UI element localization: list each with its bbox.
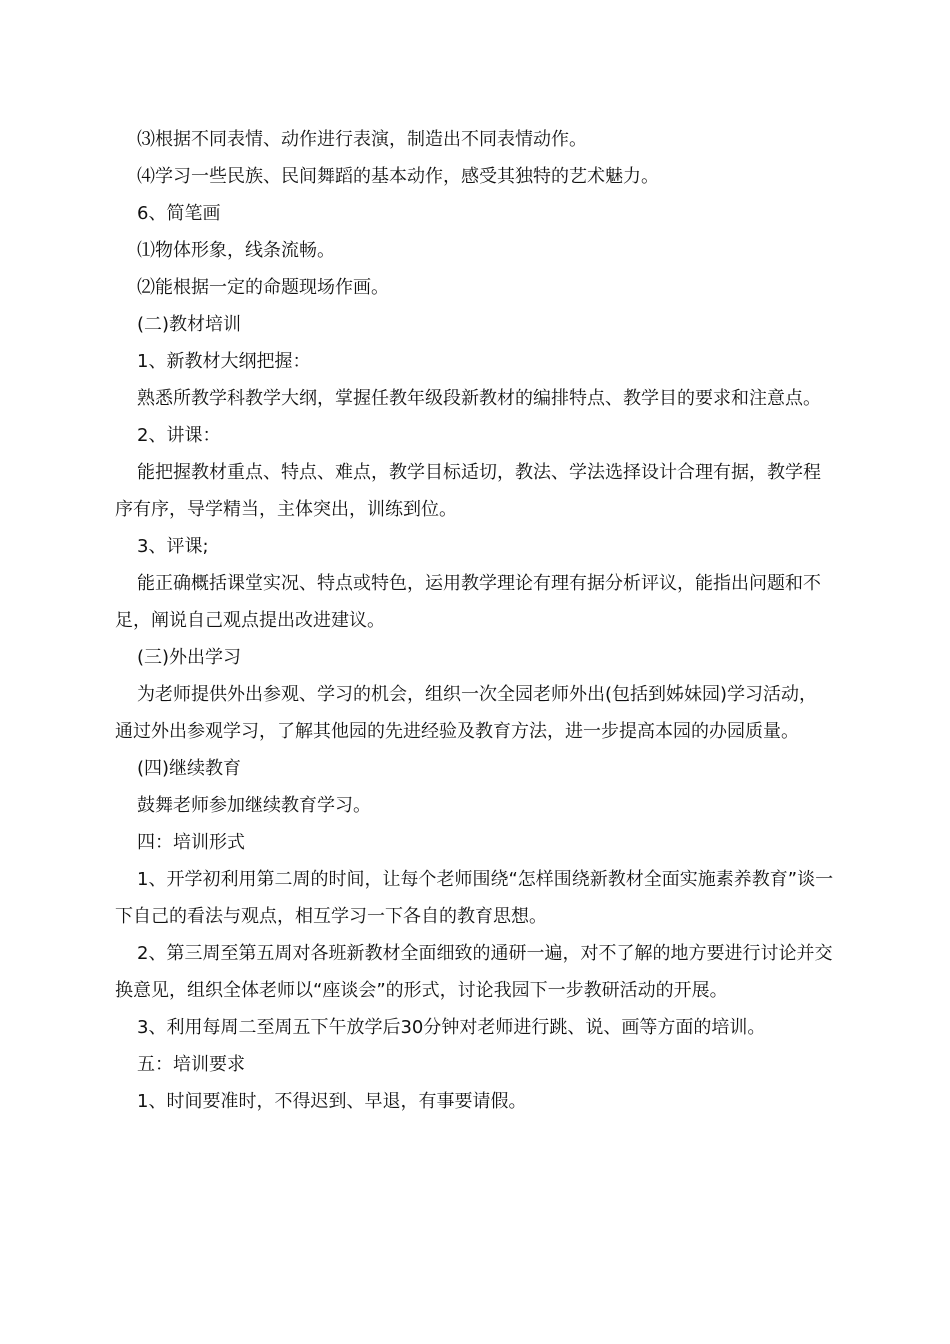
heading-evaluation: 3、评课; [137,536,209,557]
heading-syllabus: 1、新教材大纲把握： [137,351,311,372]
paragraph-form-2: 2、第三周至第五周对各班新教材全面细致的通研一遍，对不了解的地方要进行讨论并交换意见，组织全体老师以“座谈会”的形式，讨论我园下一步教研活动的开展。 [115,943,833,1001]
paragraph-evaluation: 能正确概括课堂实况、特点或特色，运用教学理论有理有据分析评议，能指出问题和不足，阐说自己观点提出改进建议。 [115,573,821,631]
heading-lecture: 2、讲课： [137,425,221,446]
paragraph-requirement-1: 1、时间要准时，不得迟到、早退，有事要请假。 [137,1091,527,1112]
paragraph-continuing-education: 鼓舞老师参加继续教育学习。 [137,795,371,816]
paragraph-syllabus: 熟悉所教学科教学大纲，掌握任教年级段新教材的编排特点、教学目的要求和注意点。 [137,388,821,409]
paragraph-expression-performance: ⑶根据不同表情、动作进行表演，制造出不同表情动作。 [137,129,587,150]
paragraph-lecture: 能把握教材重点、特点、难点，教学目标适切，教法、学法选择设计合理有据，教学程序有序，导学精当，主体突出，训练到位。 [115,462,821,520]
paragraph-form-3: 3、利用每周二至周五下午放学后30分钟对老师进行跳、说、画等方面的培训。 [137,1017,766,1038]
paragraph-object-image: ⑴物体形象，线条流畅。 [137,240,335,261]
document-body [115,121,835,1120]
paragraph-form-1: 1、开学初利用第二周的时间，让每个老师围绕“怎样围绕新教材全面实施素养教育”谈一下自己的看法与观点，相互学习一下各自的教育思想。 [115,869,834,927]
paragraph-topic-drawing: ⑵能根据一定的命题现场作画。 [137,277,389,298]
heading-training-requirements: 五：培训要求 [137,1054,245,1075]
paragraph-external-study: 为老师提供外出参观、学习的机会，组织一次全园老师外出(包括到姊妹园)学习活动，通过外出参观学习，了解其他园的先进经验及教育方法，进一步提高本园的办园质量。 [115,684,818,742]
heading-textbook-training: (二)教材培训 [137,314,242,335]
heading-training-form: 四：培训形式 [137,832,245,853]
heading-simple-drawing: 6、简笔画 [137,203,221,224]
heading-external-study: (三)外出学习 [137,647,242,668]
heading-continuing-education: (四)继续教育 [137,758,242,779]
paragraph-folk-dance: ⑷学习一些民族、民间舞蹈的基本动作，感受其独特的艺术魅力。 [137,166,659,187]
